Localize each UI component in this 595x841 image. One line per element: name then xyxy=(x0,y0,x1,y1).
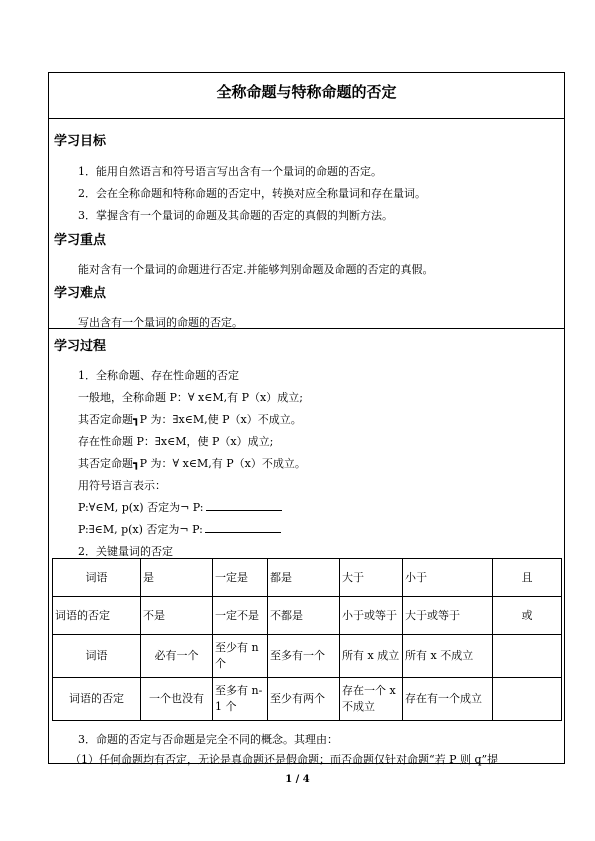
table-cell: 所有 x 不成立 xyxy=(403,635,493,678)
process-line-with-blank xyxy=(78,521,281,537)
process-line: 其否定命题┓P 为：∀ x∈M,有 P（x）不成立。 xyxy=(78,457,306,470)
table-cell: 存在一个 x 不成立 xyxy=(340,678,403,721)
process-line: 用符号语言表示： xyxy=(78,479,166,492)
table-cell: 词语 xyxy=(53,635,141,678)
table-cell: 存在有一个成立 xyxy=(403,678,493,721)
table-cell: 小于或等于 xyxy=(340,597,403,635)
table-cell: 至多有 n-1 个 xyxy=(213,678,268,721)
symbol-line-text: P:∀∈M, p(x) 否定为¬ P: xyxy=(78,501,204,514)
table-cell: 小于 xyxy=(403,559,493,597)
title-row xyxy=(48,72,565,119)
key-points-heading: 学习重点 xyxy=(54,233,107,248)
table-row xyxy=(53,635,562,678)
process-line: 存在性命题 P：∃x∈M，使 P（x）成立; xyxy=(78,435,274,448)
table-cell: 大于 xyxy=(340,559,403,597)
quantifier-table xyxy=(52,558,562,721)
fill-blank xyxy=(206,500,282,511)
process-line: 其否定命题┓P 为：∃x∈M,使 P（x）不成立。 xyxy=(78,413,302,426)
process-line-with-blank xyxy=(78,499,282,515)
symbol-line-text: P:∃∈M, p(x) 否定为¬ P: xyxy=(78,523,203,536)
table-cell: 至少有两个 xyxy=(268,678,340,721)
table-cell: 词语 xyxy=(53,559,141,597)
process-heading: 学习过程 xyxy=(54,339,107,354)
table-row xyxy=(53,597,562,635)
table-cell: 必有一个 xyxy=(141,635,213,678)
process-line: 2．关键量词的否定 xyxy=(78,545,173,558)
table-cell: 所有 x 成立 xyxy=(340,635,403,678)
table-cell: 至多有一个 xyxy=(268,635,340,678)
objective-item: 1．能用自然语言和符号语言写出含有一个量词的命题的否定。 xyxy=(78,165,382,178)
key-points-text: 能对含有一个量词的命题进行否定.并能够判别命题及命题的否定的真假。 xyxy=(78,263,434,276)
process-after-line: （1）任何命题均有否定，无论是真命题还是假命题；而否命题仅针对命题“若 P 则 q”提 xyxy=(70,753,499,766)
table-cell: 大于或等于 xyxy=(403,597,493,635)
page-title: 全称命题与特称命题的否定 xyxy=(216,83,397,101)
table-cell xyxy=(493,678,562,721)
table-row xyxy=(53,559,562,597)
fill-blank xyxy=(205,522,281,533)
difficulties-text: 写出含有一个量词的命题的否定。 xyxy=(78,316,243,329)
table-cell: 至少有 n 个 xyxy=(213,635,268,678)
table-cell: 不都是 xyxy=(268,597,340,635)
objectives-heading: 学习目标 xyxy=(54,134,107,149)
objective-item: 2．会在全称命题和特称命题的否定中，转换对应全称量词和存在量词。 xyxy=(78,187,426,200)
table-cell: 一个也没有 xyxy=(141,678,213,721)
process-line: 1．全称命题、存在性命题的否定 xyxy=(78,369,239,382)
table-cell: 一定是 xyxy=(213,559,268,597)
table-cell: 不是 xyxy=(141,597,213,635)
table-row xyxy=(53,678,562,721)
process-after-line: 3．命题的否定与否命题是完全不同的概念。其理由： xyxy=(78,733,338,746)
section-divider xyxy=(48,328,565,329)
objective-item: 3．掌握含有一个量词的命题及其命题的否定的真假的判断方法。 xyxy=(78,209,393,222)
table-cell: 且 xyxy=(493,559,562,597)
table-cell: 是 xyxy=(141,559,213,597)
table-cell xyxy=(493,635,562,678)
page-number: 1 / 4 xyxy=(285,774,310,785)
table-cell: 都是 xyxy=(268,559,340,597)
table-cell: 一定不是 xyxy=(213,597,268,635)
table-cell: 词语的否定 xyxy=(53,678,141,721)
table-cell: 或 xyxy=(493,597,562,635)
difficulties-heading: 学习难点 xyxy=(54,286,107,301)
process-line: 一般地，全称命题 P：∀ x∈M,有 P（x）成立; xyxy=(78,391,303,404)
table-cell: 词语的否定 xyxy=(53,597,141,635)
